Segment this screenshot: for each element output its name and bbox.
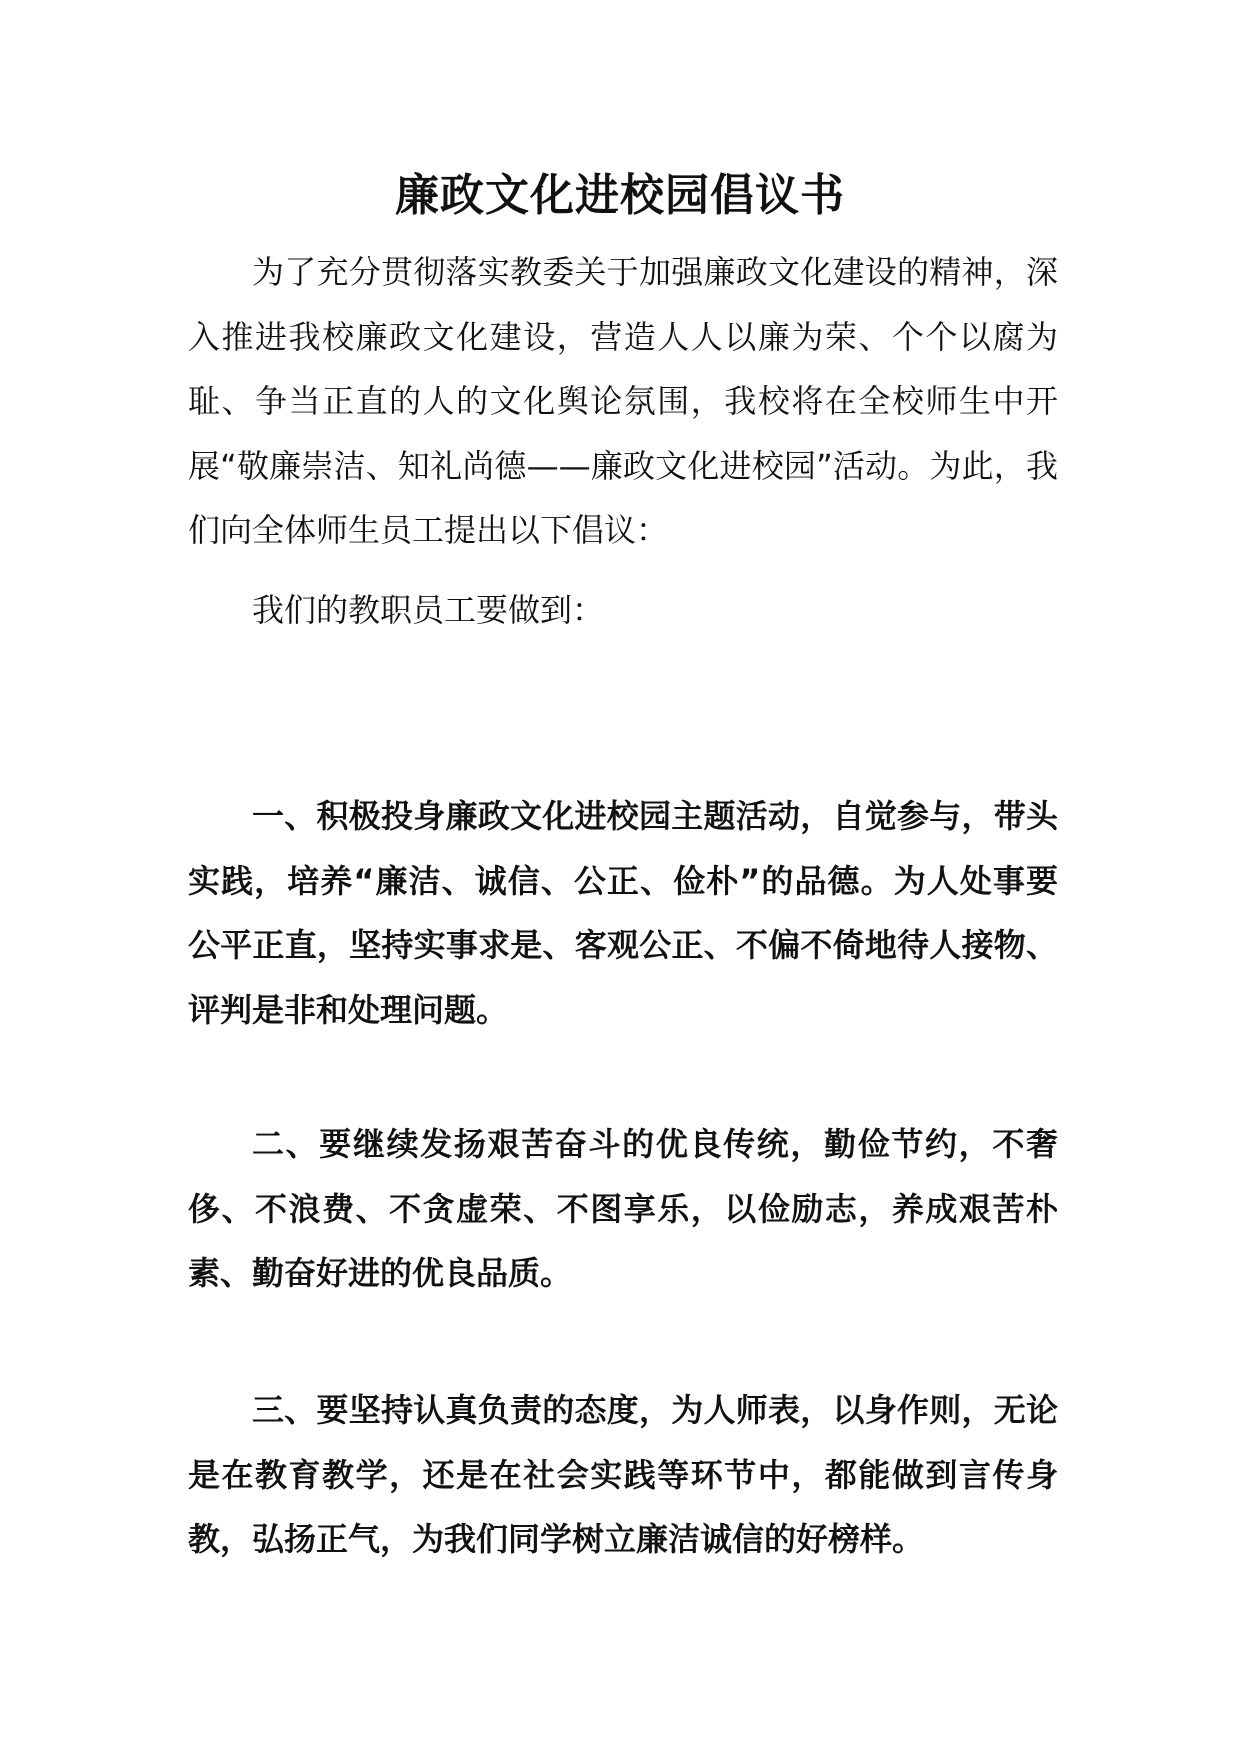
intro-paragraph: 为了充分贯彻落实教委关于加强廉政文化建设的精神，深入推进我校廉政文化建设，营造人人以廉为荣、个个以腐为耻、争当正直的人的文化舆论氛围，我校将在全校师生中开展“敬廉崇洁、知礼尚德——廉政文化进校园”活动。为此，我们向全体师生员工提出以下倡议：: [188, 253, 1058, 549]
intro-paragraph-block: [188, 240, 1058, 563]
item-two-paragraph: 二、要继续发扬艰苦奋斗的优良传统，勤俭节约，不奢侈、不浪费、不贪虚荣、不图享乐，以俭励志，养成艰苦朴素、勤奋好进的优良品质。: [188, 1125, 1058, 1292]
staff-heading-block: [188, 578, 1058, 643]
item-three-paragraph: 三、要坚持认真负责的态度，为人师表，以身作则，无论是在教育教学，还是在社会实践等环节中，都能做到言传身教，弘扬正气，为我们同学树立廉洁诚信的好榜样。: [188, 1391, 1058, 1558]
document-title: 廉政文化进校园倡议书: [395, 170, 845, 221]
item-three-block: [188, 1378, 1058, 1572]
staff-heading: 我们的教职员工要做到：: [252, 591, 605, 629]
item-one-paragraph: 一、积极投身廉政文化进校园主题活动，自觉参与，带头实践，培养“廉洁、诚信、公正、俭朴”的品德。为人处事要公平正直，坚持实事求是、客观公正、不偏不倚地待人接物、评判是非和处理问题。: [188, 797, 1058, 1029]
item-two-block: [188, 1112, 1058, 1306]
item-one-block: [188, 784, 1058, 1042]
